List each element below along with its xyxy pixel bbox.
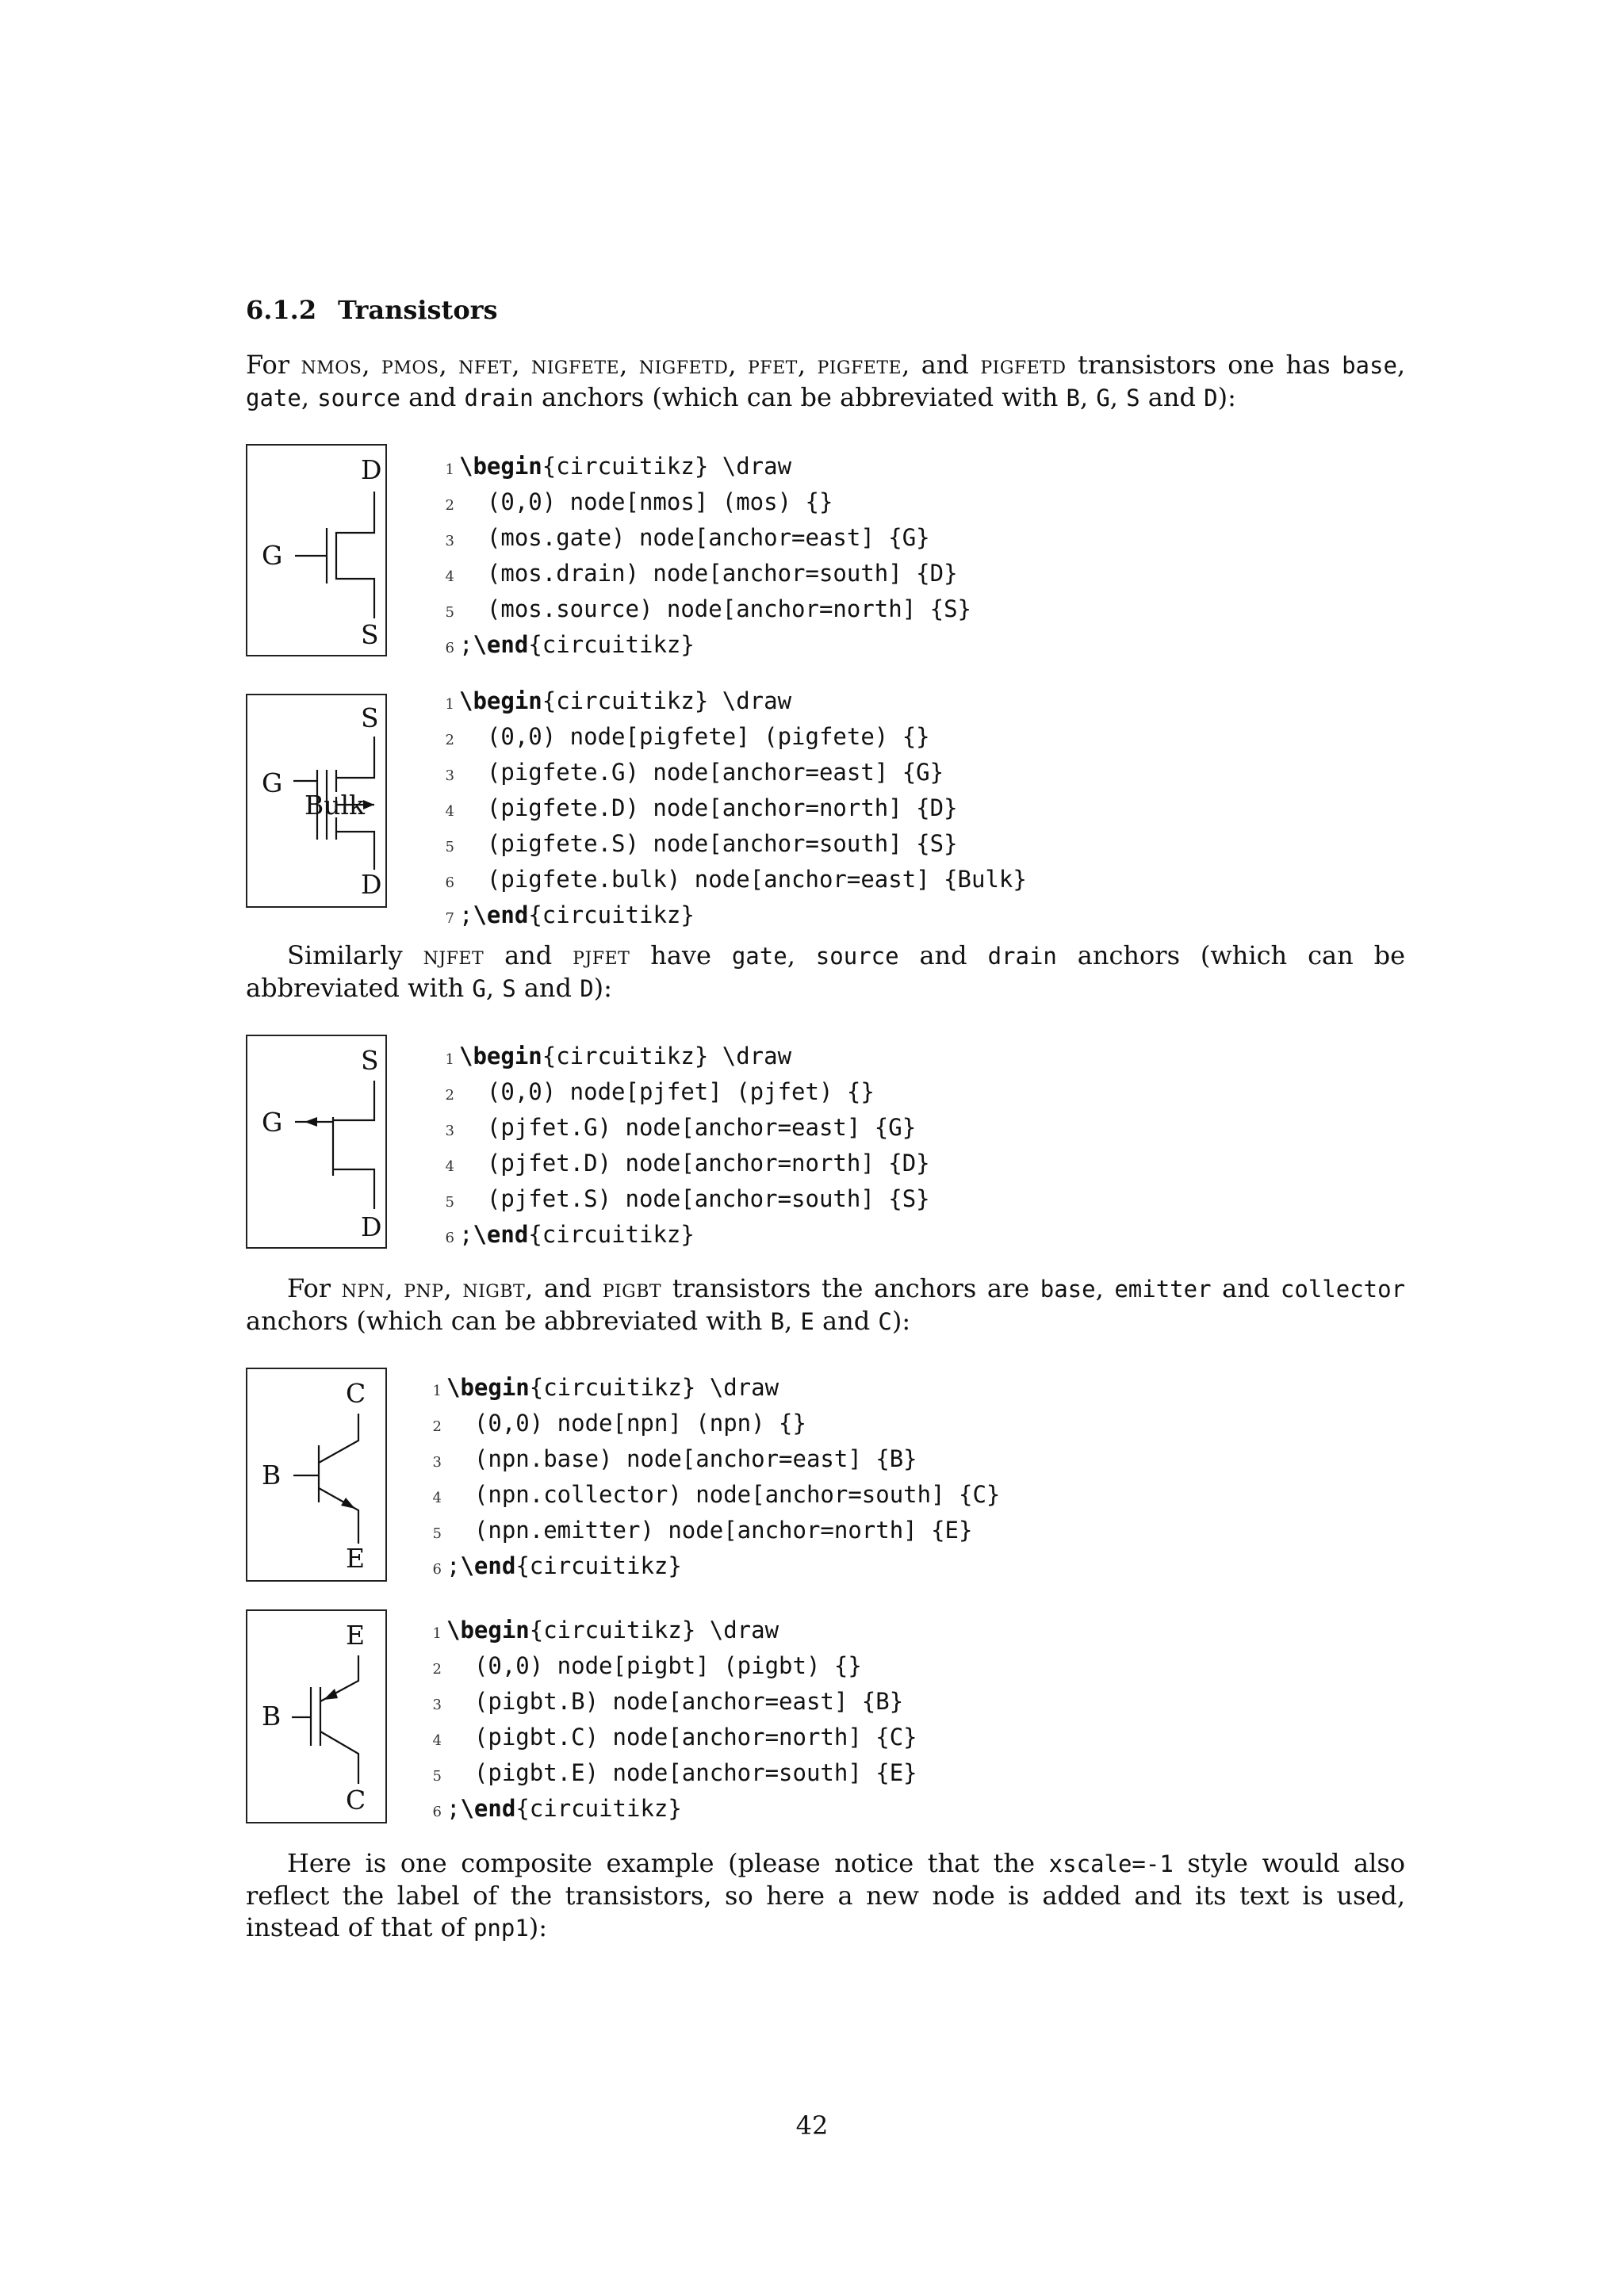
code-line bbox=[437, 828, 1027, 863]
text: and bbox=[1211, 1273, 1281, 1303]
code-line bbox=[437, 1219, 930, 1254]
text: and bbox=[484, 940, 573, 970]
section-number: 6.1.2 bbox=[246, 295, 317, 325]
text: , and bbox=[525, 1273, 603, 1303]
code-text: {circuitikz} \draw bbox=[542, 453, 792, 480]
text: anchors (which can be abbreviated with bbox=[246, 940, 1406, 1003]
code-text: (pigfete.bulk) node[anchor=east] {Bulk} bbox=[459, 866, 1027, 893]
drain-label: D bbox=[361, 1211, 382, 1242]
emitter-label: E bbox=[346, 1620, 366, 1651]
section-heading bbox=[246, 295, 498, 325]
source-label: S bbox=[361, 702, 379, 733]
code-line bbox=[437, 522, 971, 557]
code-c: C bbox=[878, 1308, 892, 1335]
code-b: B bbox=[1066, 385, 1080, 411]
term-pigfetd: pigfetd bbox=[980, 350, 1067, 380]
arrow-icon bbox=[304, 1117, 317, 1127]
term-pigbt: pigbt bbox=[602, 1273, 662, 1303]
code-text: (0,0) node[pjfet] (pjfet) {} bbox=[459, 1078, 875, 1105]
text: transistors the anchors are bbox=[661, 1273, 1040, 1303]
code-text: {circuitikz} \draw bbox=[542, 1043, 792, 1070]
line-number: 5 bbox=[432, 1768, 442, 1785]
pigfete-figure bbox=[246, 694, 387, 908]
line-number: 6 bbox=[432, 1804, 442, 1820]
code-line bbox=[424, 1514, 1000, 1550]
code-xscale: xscale=-1 bbox=[1048, 1850, 1174, 1877]
line-number: 2 bbox=[445, 1087, 454, 1104]
line-number: 1 bbox=[432, 1625, 442, 1642]
code-line bbox=[424, 1407, 1000, 1443]
drain-label: D bbox=[361, 869, 382, 900]
term-pigfete: pigfete bbox=[817, 350, 902, 380]
code-text: ; bbox=[459, 631, 473, 658]
gate-label: G bbox=[262, 1107, 283, 1138]
code-line bbox=[437, 1076, 930, 1112]
code-text: {circuitikz} \draw bbox=[542, 687, 792, 714]
text: , bbox=[1095, 1273, 1115, 1303]
code-text: {circuitikz} bbox=[515, 1795, 682, 1822]
code-text: (npn.emitter) node[anchor=north] {E} bbox=[446, 1517, 973, 1544]
base-label: B bbox=[262, 1701, 282, 1732]
line-number: 5 bbox=[445, 839, 454, 855]
code-source: source bbox=[317, 385, 400, 411]
source-label: S bbox=[361, 1045, 379, 1076]
line-number: 4 bbox=[432, 1732, 442, 1749]
pjfet-figure bbox=[246, 1035, 387, 1249]
code-text: {circuitikz} bbox=[528, 631, 695, 658]
line-number: 1 bbox=[445, 696, 454, 713]
text: , bbox=[362, 350, 382, 380]
code-line bbox=[424, 1721, 917, 1757]
code-text: ; bbox=[459, 1221, 473, 1248]
code-drain: drain bbox=[464, 385, 534, 411]
line-number: 6 bbox=[445, 640, 454, 656]
pigfete-symbol bbox=[247, 695, 385, 906]
text: , bbox=[728, 350, 748, 380]
code-line bbox=[437, 1183, 930, 1219]
code-line bbox=[437, 557, 971, 593]
code-base: base bbox=[1342, 352, 1397, 379]
text: , bbox=[511, 350, 531, 380]
gate-label: G bbox=[262, 540, 283, 571]
term-pnp: pnp bbox=[404, 1273, 444, 1303]
term-nigfete: nigfete bbox=[530, 350, 620, 380]
line-number: 4 bbox=[445, 1158, 454, 1175]
code-base: base bbox=[1040, 1276, 1096, 1303]
pigbt-figure bbox=[246, 1609, 387, 1823]
emitter-label: E bbox=[346, 1543, 366, 1574]
code-source: source bbox=[815, 943, 899, 970]
nmos-figure bbox=[246, 444, 387, 656]
code-line bbox=[424, 1793, 917, 1828]
code-keyword: \begin bbox=[446, 1617, 530, 1644]
text: and bbox=[515, 973, 580, 1003]
line-number: 3 bbox=[445, 1123, 454, 1139]
paragraph-composite bbox=[246, 1847, 1405, 1944]
paragraph-intro bbox=[246, 349, 1405, 414]
term-npn: npn bbox=[341, 1273, 385, 1303]
text: ): bbox=[528, 1912, 548, 1942]
paragraph-jfet bbox=[246, 939, 1405, 1004]
code-line bbox=[437, 899, 1027, 935]
code-line bbox=[437, 721, 1027, 756]
text: , bbox=[619, 350, 639, 380]
term-nfet: nfet bbox=[458, 350, 512, 380]
code-keyword: \end bbox=[473, 901, 529, 928]
code-text: (mos.gate) node[anchor=east] {G} bbox=[459, 524, 930, 551]
text: anchors (which can be abbreviated with bbox=[246, 1306, 771, 1336]
code-text: (pigbt.B) node[anchor=east] {B} bbox=[446, 1688, 904, 1715]
line-number: 5 bbox=[445, 1194, 454, 1211]
code-text: (mos.drain) node[anchor=south] {D} bbox=[459, 560, 958, 587]
text: and bbox=[814, 1306, 879, 1336]
source-label: S bbox=[361, 619, 379, 650]
code-line bbox=[437, 1147, 930, 1183]
line-number: 5 bbox=[432, 1525, 442, 1542]
page-number: 42 bbox=[795, 2110, 829, 2141]
code-line bbox=[437, 450, 971, 486]
code-g: G bbox=[1096, 385, 1110, 411]
code-line bbox=[437, 863, 1027, 899]
code-b: B bbox=[770, 1308, 785, 1335]
code-text: (0,0) node[nmos] (mos) {} bbox=[459, 488, 833, 515]
code-line bbox=[424, 1550, 1000, 1586]
code-text: (npn.base) node[anchor=east] {B} bbox=[446, 1445, 917, 1472]
text: anchors (which can be abbreviated with bbox=[533, 382, 1067, 412]
text: For bbox=[287, 1273, 342, 1303]
line-number: 2 bbox=[432, 1661, 442, 1678]
code-emitter: emitter bbox=[1114, 1276, 1212, 1303]
text: For bbox=[246, 350, 301, 380]
code-text: (pjfet.D) node[anchor=north] {D} bbox=[459, 1150, 930, 1177]
code-d: D bbox=[1204, 385, 1218, 411]
arrow-icon bbox=[324, 1689, 338, 1700]
code-text: {circuitikz} bbox=[528, 1221, 695, 1248]
text: ): bbox=[593, 973, 612, 1003]
code-keyword: \begin bbox=[459, 1043, 542, 1070]
code-line bbox=[437, 593, 971, 629]
term-nigbt: nigbt bbox=[462, 1273, 526, 1303]
text: , bbox=[439, 350, 459, 380]
code-text: {circuitikz} \draw bbox=[529, 1617, 779, 1644]
code-text: (pigfete.D) node[anchor=north] {D} bbox=[459, 794, 958, 821]
term-pfet: pfet bbox=[748, 350, 798, 380]
line-number: 6 bbox=[445, 1230, 454, 1246]
code-line bbox=[424, 1479, 1000, 1514]
code-text: ; bbox=[446, 1795, 461, 1822]
code-text: (pigbt.C) node[anchor=north] {C} bbox=[446, 1724, 917, 1751]
code-collector: collector bbox=[1280, 1276, 1406, 1303]
collector-label: C bbox=[346, 1378, 366, 1409]
arrow-icon bbox=[341, 1498, 355, 1509]
code-listing-nmos bbox=[437, 450, 971, 664]
code-text: (pjfet.S) node[anchor=south] {S} bbox=[459, 1185, 930, 1212]
code-keyword: \end bbox=[473, 631, 529, 658]
text: , and bbox=[902, 350, 981, 380]
code-text: (npn.collector) node[anchor=south] {C} bbox=[446, 1481, 1001, 1508]
collector-label: C bbox=[346, 1785, 366, 1816]
code-text: (mos.source) node[anchor=north] {S} bbox=[459, 595, 972, 622]
line-number: 2 bbox=[432, 1418, 442, 1435]
text: , bbox=[787, 940, 816, 970]
nmos-symbol bbox=[247, 446, 385, 655]
term-nigfetd: nigfetd bbox=[638, 350, 729, 380]
code-d: D bbox=[580, 975, 594, 1002]
text: and bbox=[898, 940, 988, 970]
pjfet-symbol bbox=[247, 1036, 385, 1247]
bulk-label: Bulk bbox=[304, 790, 366, 821]
code-drain: drain bbox=[987, 943, 1057, 970]
text: Here is one composite example (please notice that the bbox=[287, 1848, 1049, 1878]
code-text: ; bbox=[446, 1552, 461, 1579]
line-number: 4 bbox=[432, 1490, 442, 1506]
code-s: S bbox=[502, 975, 516, 1002]
text: , bbox=[784, 1306, 801, 1336]
text: ): bbox=[891, 1306, 911, 1336]
code-line bbox=[424, 1757, 917, 1793]
text: ): bbox=[1217, 382, 1236, 412]
code-line bbox=[424, 1614, 917, 1650]
code-s: S bbox=[1126, 385, 1140, 411]
code-text: (0,0) node[npn] (npn) {} bbox=[446, 1410, 806, 1437]
term-njfet: njfet bbox=[423, 940, 485, 970]
code-keyword: \end bbox=[460, 1552, 516, 1579]
line-number: 3 bbox=[432, 1454, 442, 1471]
code-line bbox=[424, 1372, 1000, 1407]
arrow-icon bbox=[363, 800, 374, 809]
code-line bbox=[437, 756, 1027, 792]
npn-figure bbox=[246, 1368, 387, 1582]
code-text: (pigfete.S) node[anchor=south] {S} bbox=[459, 830, 958, 857]
drain-label: D bbox=[361, 454, 382, 485]
code-line bbox=[437, 1112, 930, 1147]
line-number: 4 bbox=[445, 803, 454, 820]
code-line bbox=[437, 1040, 930, 1076]
code-line bbox=[437, 792, 1027, 828]
code-pnp1: pnp1 bbox=[473, 1915, 529, 1942]
code-keyword: \begin bbox=[459, 687, 542, 714]
term-nmos: nmos bbox=[301, 350, 362, 380]
text: , bbox=[385, 1273, 404, 1303]
code-listing-pigfete bbox=[437, 685, 1027, 935]
line-number: 6 bbox=[432, 1561, 442, 1578]
line-number: 7 bbox=[445, 910, 454, 927]
text: Similarly bbox=[287, 940, 423, 970]
npn-symbol bbox=[247, 1369, 385, 1580]
pigbt-symbol bbox=[247, 1611, 385, 1822]
text: transistors one has bbox=[1066, 350, 1342, 380]
code-keyword: \end bbox=[473, 1221, 529, 1248]
code-text: {circuitikz} bbox=[528, 901, 695, 928]
code-g: G bbox=[472, 975, 486, 1002]
line-number: 3 bbox=[445, 533, 454, 549]
text: , bbox=[797, 350, 818, 380]
base-label: B bbox=[262, 1460, 282, 1490]
code-text: {circuitikz} \draw bbox=[529, 1374, 779, 1401]
code-listing-pjfet bbox=[437, 1040, 930, 1254]
section-title: Transistors bbox=[338, 295, 498, 325]
code-keyword: \end bbox=[460, 1795, 516, 1822]
text: , bbox=[301, 382, 318, 412]
code-text: {circuitikz} bbox=[515, 1552, 682, 1579]
code-line bbox=[424, 1650, 917, 1686]
paragraph-bipolar bbox=[246, 1272, 1405, 1337]
text: , bbox=[1109, 382, 1127, 412]
text: and bbox=[1139, 382, 1205, 412]
line-number: 1 bbox=[445, 1051, 454, 1068]
line-number: 6 bbox=[445, 874, 454, 891]
line-number: 4 bbox=[445, 568, 454, 585]
text: style would also reflect the label of the transistors, so here a new node is added and its text is used, instead of that of bbox=[246, 1848, 1406, 1942]
term-pjfet: pjfet bbox=[573, 940, 630, 970]
line-number: 5 bbox=[445, 604, 454, 621]
code-gate: gate bbox=[246, 385, 301, 411]
code-text: (pigfete.G) node[anchor=east] {G} bbox=[459, 759, 944, 786]
code-listing-pigbt bbox=[424, 1614, 917, 1828]
line-number: 1 bbox=[432, 1383, 442, 1399]
code-line bbox=[437, 685, 1027, 721]
text: , bbox=[1079, 382, 1097, 412]
code-e: E bbox=[800, 1308, 814, 1335]
code-line bbox=[424, 1686, 917, 1721]
line-number: 2 bbox=[445, 732, 454, 748]
text: , bbox=[443, 1273, 463, 1303]
code-listing-npn bbox=[424, 1372, 1000, 1586]
text: and bbox=[400, 382, 465, 412]
code-text: (0,0) node[pigbt] (pigbt) {} bbox=[446, 1652, 862, 1679]
line-number: 1 bbox=[445, 461, 454, 478]
code-line bbox=[437, 629, 971, 664]
term-pmos: pmos bbox=[381, 350, 439, 380]
code-text: (0,0) node[pigfete] (pigfete) {} bbox=[459, 723, 930, 750]
gate-label: G bbox=[262, 767, 283, 798]
code-line bbox=[437, 486, 971, 522]
line-number: 3 bbox=[432, 1697, 442, 1713]
code-keyword: \begin bbox=[459, 453, 542, 480]
code-line bbox=[424, 1443, 1000, 1479]
code-text: ; bbox=[459, 901, 473, 928]
code-keyword: \begin bbox=[446, 1374, 530, 1401]
code-text: (pigbt.E) node[anchor=south] {E} bbox=[446, 1759, 917, 1786]
line-number: 3 bbox=[445, 767, 454, 784]
code-text: (pjfet.G) node[anchor=east] {G} bbox=[459, 1114, 917, 1141]
text: , bbox=[485, 973, 503, 1003]
text: have bbox=[630, 940, 732, 970]
line-number: 2 bbox=[445, 497, 454, 514]
text: , bbox=[1396, 350, 1406, 380]
code-gate: gate bbox=[731, 943, 787, 970]
